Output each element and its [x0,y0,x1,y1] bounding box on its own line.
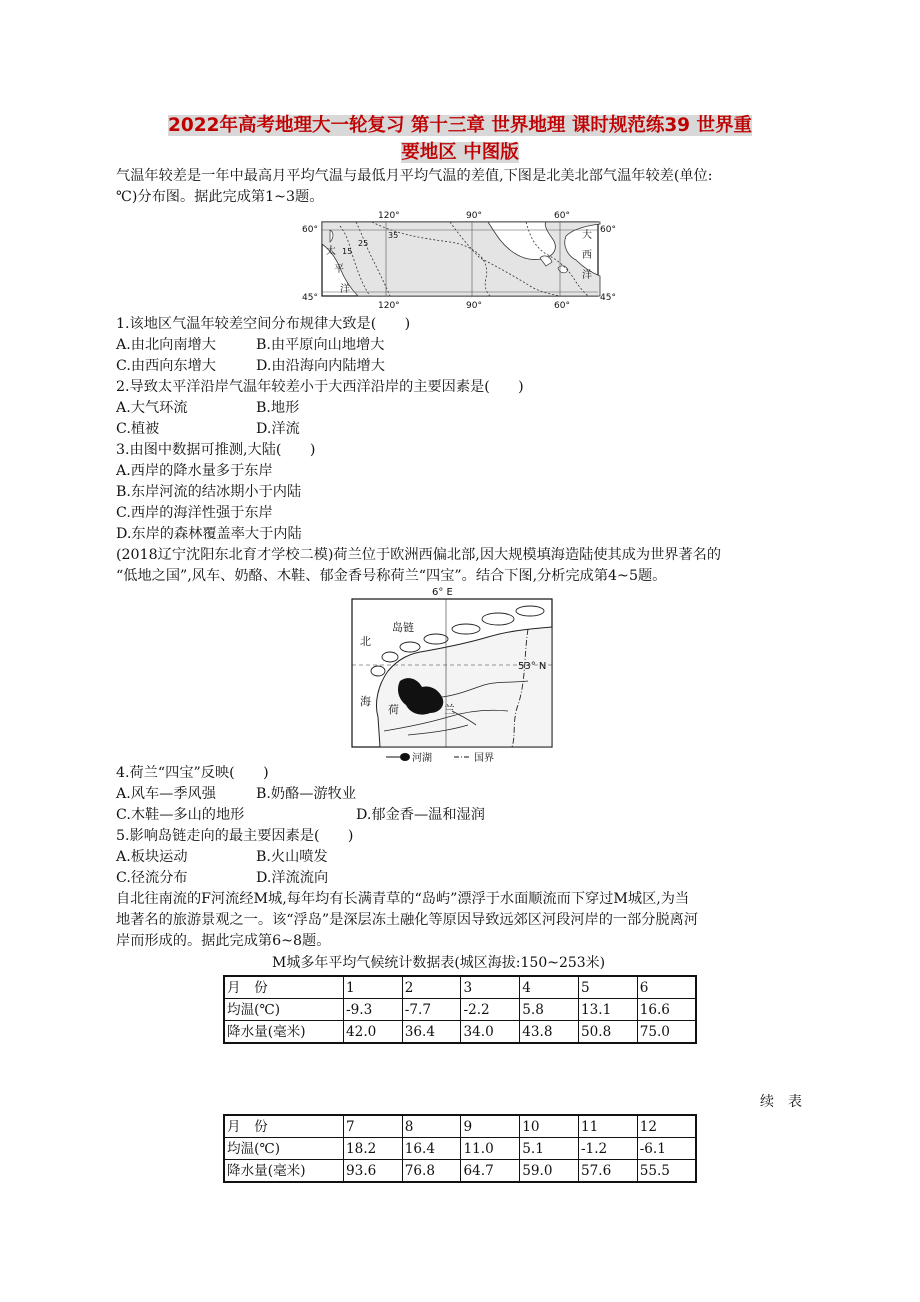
table-cell: 42.0 [344,1021,403,1044]
q2-option-b: B.地形 [256,400,300,416]
table-cell: 2 [402,976,461,999]
table-cell: 13.1 [578,999,637,1021]
table-cell: 降水量(毫米) [224,1021,344,1044]
table-cell: 月 份 [224,976,344,999]
isoline-label-35: 35 [388,231,399,240]
table-row [224,1138,696,1160]
map2-lat-label: 53° N [518,661,547,672]
table-cell: 8 [402,1115,461,1138]
table-cell: 均温(℃) [224,1138,344,1160]
table-cell: 4 [520,976,579,999]
map2-lon-label: 6° E [432,587,453,598]
table-cell: -9.3 [344,999,403,1021]
q2-options-cd [116,419,816,440]
q5-stem: 5.影响岛链走向的最主要因素是( ) [116,828,354,844]
table-cell: 75.0 [637,1021,696,1044]
table-cell: -6.1 [637,1138,696,1160]
table-cell: 9 [461,1115,520,1138]
intro-3-line-1: 自北往南流的F河流经M城,每年均有长满青草的“岛屿”漂浮于水面顺流而下穿过M城区,为当 [116,891,690,907]
pacific-label-1: 太 [326,246,336,257]
q5-option-b: B.火山喷发 [256,849,328,865]
climate-table-2 [223,1114,697,1183]
legend-river-label: 河湖 [412,753,432,763]
q5-option-a: A.板块运动 [116,849,188,865]
table-cell: 43.8 [520,1021,579,1044]
table-row [224,976,696,999]
q1-options-ab [116,335,816,356]
table-row [224,999,696,1021]
intro-1-line-2: ℃)分布图。据此完成第1~3题。 [116,189,324,205]
q2-option-c: C.植被 [116,421,160,437]
table-cell: 16.6 [637,999,696,1021]
sea-label-1: 北 [360,635,371,648]
legend-border-label: 国界 [474,753,494,763]
pacific-label-2: 平 [334,264,344,275]
table-cell: 55.5 [637,1160,696,1183]
q2-option-d: D.洋流 [256,421,300,437]
table-cell: 36.4 [402,1021,461,1044]
intro-3-line-2: 地著名的旅游景观之一。该“浮岛”是深层冻土融化等原因导致远郊区河段河岸的一部分脱离河 [116,912,699,928]
q3-option-b: B.东岸河流的结冰期小于内陆 [116,484,302,500]
table-cell: 7 [344,1115,403,1138]
title-line-1: 2022年高考地理大一轮复习 第十三章 世界地理 课时规范练39 世界重 [168,115,752,136]
table-cell: 50.8 [578,1021,637,1044]
q1-option-c: C.由西向东增大 [116,358,216,374]
country-label-2: 兰 [444,703,455,716]
lat-label-left-60: 60° [302,225,318,235]
q1-stem: 1.该地区气温年较差空间分布规律大致是( ) [116,316,411,332]
q5-option-d: D.洋流流向 [256,870,329,886]
q5-option-c: C.径流分布 [116,870,188,886]
q4-option-d: D.郁金香—温和湿润 [356,807,485,823]
table-cell: 18.2 [344,1138,403,1160]
table-cell: 57.6 [578,1160,637,1183]
table-row [224,1115,696,1138]
q2-option-a: A.大气环流 [116,400,188,416]
lon-label-bottom-120: 120° [378,301,400,310]
table-cell: 3 [461,976,520,999]
q2-stem: 2.导致太平洋沿岸气温年较差小于大西洋沿岸的主要因素是( ) [116,379,524,395]
lon-label-top-90: 90° [466,211,482,221]
island-chain-label: 岛链 [392,621,414,634]
atlantic-label-1: 大 [582,230,592,241]
isoline-label-15: 15 [342,247,353,256]
q1-options-cd [116,356,816,377]
title-line-2: 要地区 中图版 [401,142,519,163]
q5-options-cd [116,868,816,889]
table-cell: 11.0 [461,1138,520,1160]
table-cell: 10 [520,1115,579,1138]
q1-option-a: A.由北向南增大 [116,337,216,353]
country-label-1: 荷 [388,703,399,716]
table-cell: 93.6 [344,1160,403,1183]
atlantic-label-3: 洋 [582,270,592,281]
map-netherlands [348,585,576,763]
table-cell: 5 [578,976,637,999]
q1-option-d: D.由沿海向内陆增大 [256,358,385,374]
table-cell: 月 份 [224,1115,344,1138]
atlantic-label-2: 西 [582,250,592,261]
intro-2-line-1: (2018辽宁沈阳东北育才学校二模)荷兰位于欧洲西偏北部,因大规模填海造陆使其成为世界著名的 [116,547,722,563]
q3-option-c: C.西岸的海洋性强于东岸 [116,505,273,521]
table-cell: 64.7 [461,1160,520,1183]
intro-1-line-1: 气温年较差是一年中最高月平均气温与最低月平均气温的差值,下图是北美北部气温年较差(单位: [116,168,713,184]
table-1-caption: M城多年平均气候统计数据表(城区海拔:150~253米) [272,955,606,971]
table-cell: 均温(℃) [224,999,344,1021]
map-temperature-range [300,206,620,310]
lon-label-bottom-60: 60° [554,301,570,310]
table-cell: 1 [344,976,403,999]
table-cell: 76.8 [402,1160,461,1183]
table-cell: 34.0 [461,1021,520,1044]
climate-table-1 [223,975,697,1044]
sea-label-2: 海 [360,695,371,708]
intro-3-line-3: 岸而形成的。据此完成第6~8题。 [116,933,331,949]
continued-label: 续 表 [760,1094,802,1110]
q1-option-b: B.由平原向山地增大 [256,337,385,353]
intro-2-line-2: “低地之国”,风车、奶酪、木鞋、郁金香号称荷兰“四宝”。结合下图,分析完成第4~5题。 [116,568,667,584]
q4-stem: 4.荷兰“四宝”反映( ) [116,765,269,781]
table-row [224,1021,696,1044]
table-row [224,1160,696,1183]
pacific-label-3: 洋 [340,284,350,295]
q2-options-ab [116,398,816,419]
lon-label-top-120: 120° [378,211,400,221]
table-cell: 59.0 [520,1160,579,1183]
lon-label-bottom-90: 90° [466,301,482,310]
table-cell: 11 [578,1115,637,1138]
table-cell: 降水量(毫米) [224,1160,344,1183]
lon-label-top-60: 60° [554,211,570,221]
q4-option-a: A.风车—季风强 [116,786,216,802]
table-cell: 16.4 [402,1138,461,1160]
q4-option-b: B.奶酪—游牧业 [256,786,357,802]
q3-option-a: A.西岸的降水量多于东岸 [116,463,273,479]
q3-option-d: D.东岸的森林覆盖率大于内陆 [116,526,302,542]
q4-options-cd [116,805,816,826]
lat-label-right-60: 60° [600,225,616,235]
lat-label-right-45: 45° [600,293,616,303]
lat-label-left-45: 45° [302,293,318,303]
table-cell: 6 [637,976,696,999]
table-cell: 5.8 [520,999,579,1021]
document-title [112,112,808,166]
table-cell: 5.1 [520,1138,579,1160]
q5-options-ab [116,847,816,868]
q3-stem: 3.由图中数据可推测,大陆( ) [116,442,316,458]
table-cell: -1.2 [578,1138,637,1160]
isoline-label-25: 25 [358,239,369,248]
q4-option-c: C.木鞋—多山的地形 [116,807,245,823]
table-cell: -7.7 [402,999,461,1021]
q4-options-ab [116,784,816,805]
table-cell: 12 [637,1115,696,1138]
table-cell: -2.2 [461,999,520,1021]
